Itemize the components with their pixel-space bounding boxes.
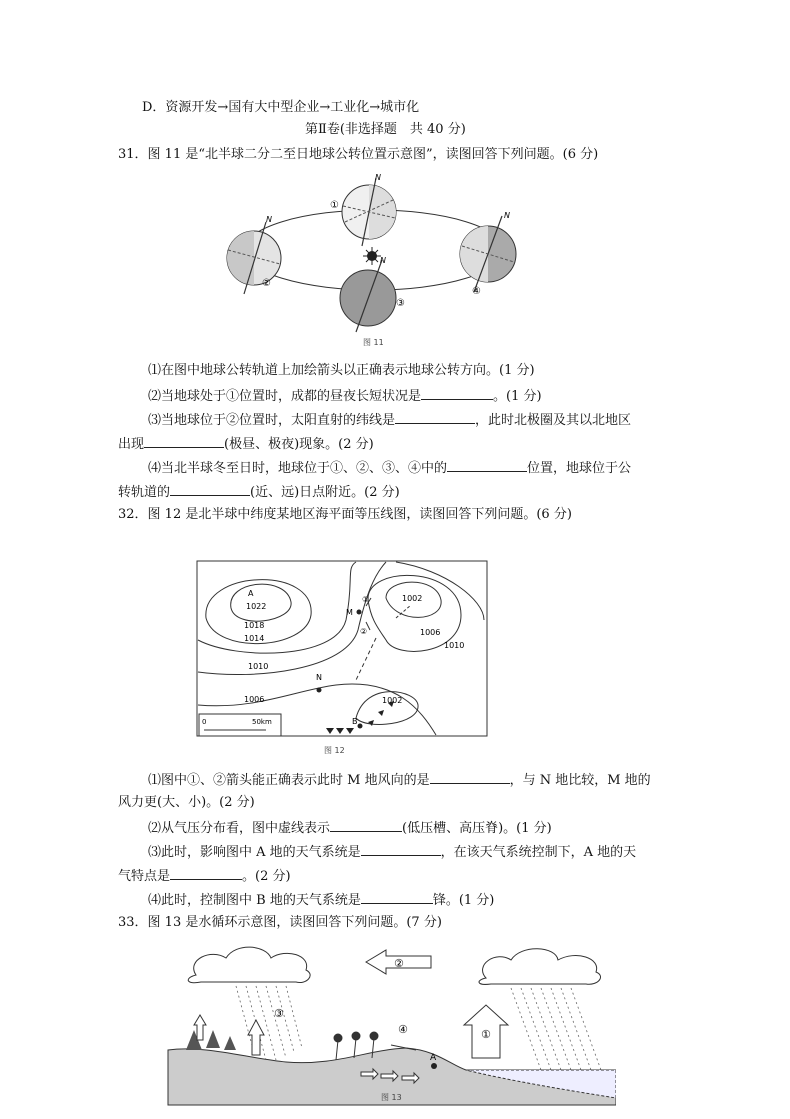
isobar-1014: 1014 xyxy=(244,634,265,643)
label-n-4: N xyxy=(504,211,510,220)
point-b xyxy=(358,724,363,729)
q32-sub3-text-d: 。(2 分) xyxy=(242,869,291,884)
isobar-1006-right: 1006 xyxy=(420,628,441,637)
figure-12-isobar-map xyxy=(196,560,491,760)
q31-sub4-text-d: (近、远)日点附近。(2 分) xyxy=(250,485,400,500)
cloud-left xyxy=(188,947,310,983)
label-n-3: N xyxy=(380,256,386,265)
scale-label: 50km xyxy=(252,718,272,726)
isobar-1002-bottom: 1002 xyxy=(382,696,403,705)
label-4: ④ xyxy=(472,286,481,297)
q32-sub1-blank[interactable] xyxy=(430,770,510,784)
isobar-1022: 1022 xyxy=(246,602,267,611)
isobar-1010-left: 1010 xyxy=(248,662,269,671)
q32-sub3-line2 xyxy=(118,866,291,886)
q32-sub1-text-a: ⑴图中①、②箭头能正确表示此时 M 地风向的是 xyxy=(148,773,430,788)
q31-sub2 xyxy=(148,386,542,406)
q32-sub2 xyxy=(148,818,552,838)
q31-sub2-blank[interactable] xyxy=(421,386,493,400)
q33-stem: 33．图 13 是水循环示意图，读图回答下列问题。(7 分) xyxy=(118,915,442,930)
cloud-right xyxy=(479,949,600,985)
q32-sub3-blank-1[interactable] xyxy=(361,842,441,856)
point-n xyxy=(317,688,322,693)
q32-sub1-line1 xyxy=(148,770,651,790)
sun-icon xyxy=(363,247,381,265)
earth-position-1 xyxy=(342,178,396,246)
q31-sub4-blank-2[interactable] xyxy=(170,482,250,496)
label-3: ③ xyxy=(396,298,405,309)
label-n: N xyxy=(316,673,322,682)
figure-13-water-cycle xyxy=(166,940,616,1110)
q31-sub4-text-b: 位置，地球位于公 xyxy=(527,461,632,476)
section-title: 第Ⅱ卷(非选择题 共 40 分) xyxy=(305,122,466,137)
rain-left xyxy=(236,986,302,1060)
q31-sub4-text-c: 转轨道的 xyxy=(118,485,171,500)
q31-sub3-text-b: ，此时北极圈及其以北地区 xyxy=(475,413,632,428)
earth-position-2 xyxy=(227,222,281,294)
q31-stem: 31．图 11 是“北半球二分二至日地球公转位置示意图”，读图回答下列问题。(6 分) xyxy=(118,147,599,162)
arrow-up-mid xyxy=(248,1020,264,1055)
label-1: ① xyxy=(481,1028,491,1041)
q31-sub4-text-a: ⑷当北半球冬至日时，地球位于①、②、③、④中的 xyxy=(148,461,448,476)
q32-sub3-text-c: 气特点是 xyxy=(118,869,171,884)
q32-sub4 xyxy=(148,890,494,910)
q32-sub4-blank[interactable] xyxy=(361,890,433,904)
q31-sub3-line1 xyxy=(148,410,631,430)
label-3: ③ xyxy=(274,1007,284,1020)
q31-sub3-text-a: ⑶当地球位于②位置时，太阳直射的纬线是 xyxy=(148,413,396,428)
q32-sub4-text-a: ⑷此时，控制图中 B 地的天气系统是 xyxy=(148,893,361,908)
q32-sub3-line1 xyxy=(148,842,636,862)
earth-position-3 xyxy=(340,260,396,332)
arrow-label-2: ② xyxy=(360,627,368,636)
isobar-1010-right: 1010 xyxy=(444,641,465,650)
arrow-label-1: ① xyxy=(362,595,370,604)
label-m: M xyxy=(346,608,353,617)
figure-11-caption: 图 11 xyxy=(363,338,384,347)
q32-sub1-line2: 风力更(大、小)。(2 分) xyxy=(118,795,255,810)
q31-sub2-text-a: ⑵当地球处于①位置时，成都的昼夜长短状况是 xyxy=(148,389,422,404)
label-2: ② xyxy=(262,278,271,289)
q31-sub2-text-b: 。(1 分) xyxy=(493,389,542,404)
label-b: B xyxy=(352,717,358,726)
q31-sub4-blank-1[interactable] xyxy=(447,458,527,472)
option-d: D．资源开发→国有大中型企业→工业化→城市化 xyxy=(142,100,420,115)
label-n-2: N xyxy=(266,215,272,224)
figure-11-earth-orbit xyxy=(222,170,522,355)
q32-sub1-text-b: ，与 N 地比较，M 地的 xyxy=(509,773,651,788)
q32-stem: 32．图 12 是北半球中纬度某地区海平面等压线图，读图回答下列问题。(6 分) xyxy=(118,507,572,522)
q31-sub3-blank-1[interactable] xyxy=(395,410,475,424)
q31-sub4-line1 xyxy=(148,458,631,478)
q32-sub4-text-b: 锋。(1 分) xyxy=(432,893,495,908)
rain-right xyxy=(511,988,601,1070)
label-n-1: N xyxy=(375,173,381,182)
scale-zero: 0 xyxy=(202,718,207,726)
q31-sub3-text-d: (极昼、极夜)现象。(2 分) xyxy=(224,437,374,452)
label-a: A xyxy=(248,589,254,598)
trees-icon xyxy=(186,1030,236,1050)
q32-sub3-blank-2[interactable] xyxy=(170,866,242,880)
label-1: ① xyxy=(330,200,339,211)
label-4: ④ xyxy=(398,1023,408,1036)
q32-sub2-text-a: ⑵从气压分布看，图中虚线表示 xyxy=(148,821,331,836)
isobar-1018: 1018 xyxy=(244,621,265,630)
figure-12-caption: 图 12 xyxy=(324,746,345,755)
q32-sub3-text-b: ，在该天气系统控制下，A 地的天 xyxy=(440,845,637,860)
q31-sub3-line2 xyxy=(118,434,374,454)
label-a: A xyxy=(430,1053,437,1063)
q31-sub4-line2 xyxy=(118,482,400,502)
label-2: ② xyxy=(394,957,404,970)
figure-13-caption: 图 13 xyxy=(381,1093,402,1102)
isobar-1002-top: 1002 xyxy=(402,594,423,603)
q31-sub3-text-c: 出现 xyxy=(118,437,145,452)
q31-sub1: ⑴在图中地球公转轨道上加绘箭头以正确表示地球公转方向。(1 分) xyxy=(148,363,535,378)
q32-sub2-text-b: (低压槽、高压脊)。(1 分) xyxy=(402,821,552,836)
point-m xyxy=(357,610,362,615)
q32-sub3-text-a: ⑶此时，影响图中 A 地的天气系统是 xyxy=(148,845,361,860)
q32-sub2-blank[interactable] xyxy=(330,818,402,832)
point-a xyxy=(431,1063,437,1069)
earth-position-4 xyxy=(460,216,516,292)
q31-sub3-blank-2[interactable] xyxy=(144,434,224,448)
isobar-1006-left: 1006 xyxy=(244,695,265,704)
